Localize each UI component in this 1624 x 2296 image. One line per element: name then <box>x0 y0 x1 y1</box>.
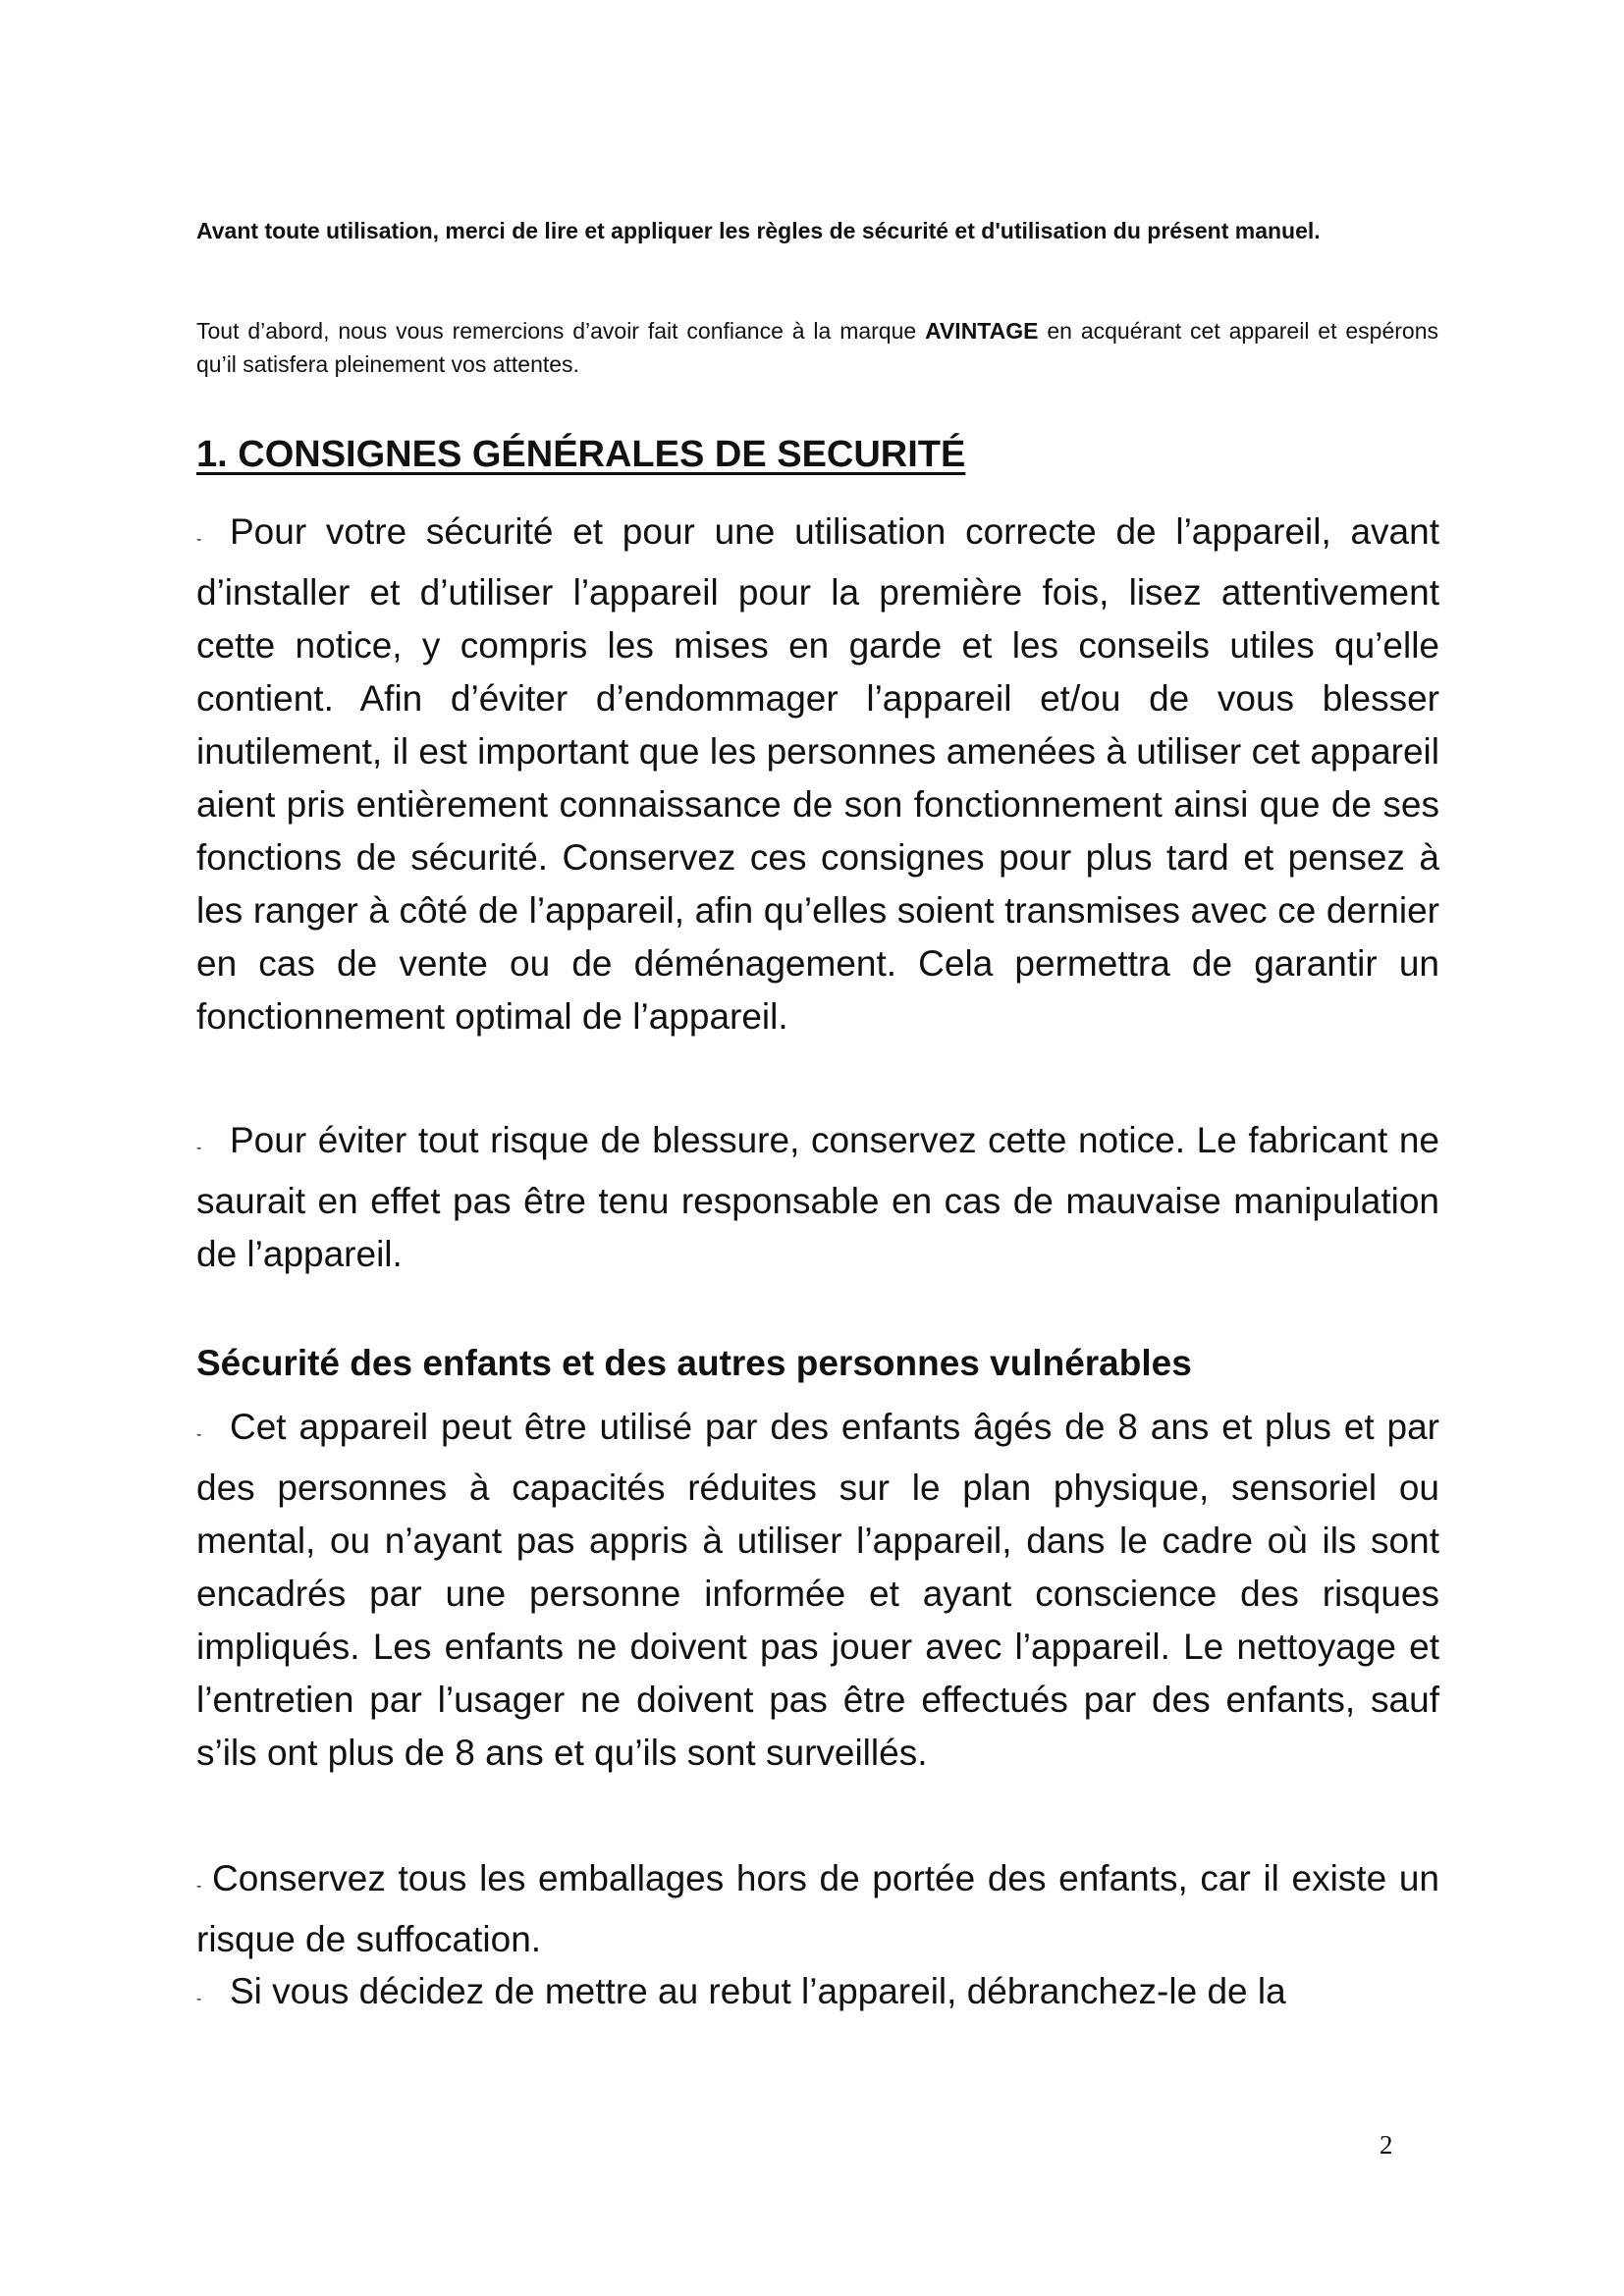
bullet-dash: - <box>196 1140 202 1156</box>
safety-paragraph-1-text: Pour votre sécurité et pour une utilisation correcte de l’appareil, avant d’installer et d’utiliser l’appareil pour la première fois, lisez attentivement cette notice, y compris les mises en garde et les conseils utiles qu’elle contient. Afin d’éviter d’endommager l’appareil et/ou de vous blesser inutilement, il est important que les personnes amenées à utiliser cet appareil aient pris entièrement connaissance de son fonctionnement ainsi que de ses fonctions de sécurité. Conservez ces consignes pour plus tard et pensez à les ranger à côté de l’appareil, afin qu’elles soient transmises avec ce dernier en cas de vente ou de déménagement. Cela permettra de garantir un fonctionnement optimal de l’appareil. <box>196 511 1439 1037</box>
bullet-dash: - <box>196 531 202 548</box>
children-safety-heading: Sécurité des enfants et des autres personnes vulnérables <box>196 1343 1192 1383</box>
brand-name: AVINTAGE <box>925 318 1039 344</box>
bullet-dash: - <box>196 1991 202 2007</box>
intro-thanks-start: Tout d’abord, nous vous remercions d’avoir fait confiance à la marque <box>196 318 926 344</box>
children-paragraph-1-text: Cet appareil peut être utilisé par des enfants âgés de 8 ans et plus et par des personnes à capacités réduites sur le plan physique, sensoriel ou mental, ou n’ayant pas appris à utiliser l’appareil, dans le cadre où ils sont encadrés par une personne informée et ayant conscience des risques impliqués. Les enfants ne doivent pas jouer avec l’appareil. Le nettoyage et l’entretien par l’usager ne doivent pas être effectués par des enfants, sauf s’ils ont plus de 8 ans et qu’ils sont surveillés. <box>196 1407 1439 1773</box>
intro-thanks <box>196 314 1438 381</box>
children-paragraph-2-text: Conservez tous les emballages hors de portée des enfants, car il existe un risque de suffocation. <box>196 1858 1439 1959</box>
safety-paragraph-1 <box>196 506 1439 1043</box>
page-number: 2 <box>1380 2130 1393 2160</box>
children-paragraph-3-text: Si vous décidez de mettre au rebut l’appareil, débranchez-le de la <box>230 1971 1286 2011</box>
intro-thanks-end: en acquérant cet appareil et espérons qu’il satisfera pleinement vos attentes. <box>196 318 1438 377</box>
safety-paragraph-2-text: Pour éviter tout risque de blessure, conservez cette notice. Le fabricant ne saurait en effet pas être tenu responsable en cas de mauvaise manipulation de l’appareil. <box>196 1120 1439 1274</box>
safety-paragraph-2 <box>196 1114 1439 1281</box>
section-title: 1. CONSIGNES GÉNÉRALES DE SECURITÉ <box>196 434 966 475</box>
children-paragraph-3 <box>196 1965 1439 2026</box>
children-paragraph-1 <box>196 1401 1439 1780</box>
intro-warning: Avant toute utilisation, merci de lire et appliquer les règles de sécurité et d'utilisation du présent manuel. <box>196 218 1321 243</box>
bullet-dash: - <box>196 1878 202 1895</box>
bullet-dash: - <box>196 1426 202 1443</box>
children-paragraph-2 <box>196 1852 1439 1966</box>
